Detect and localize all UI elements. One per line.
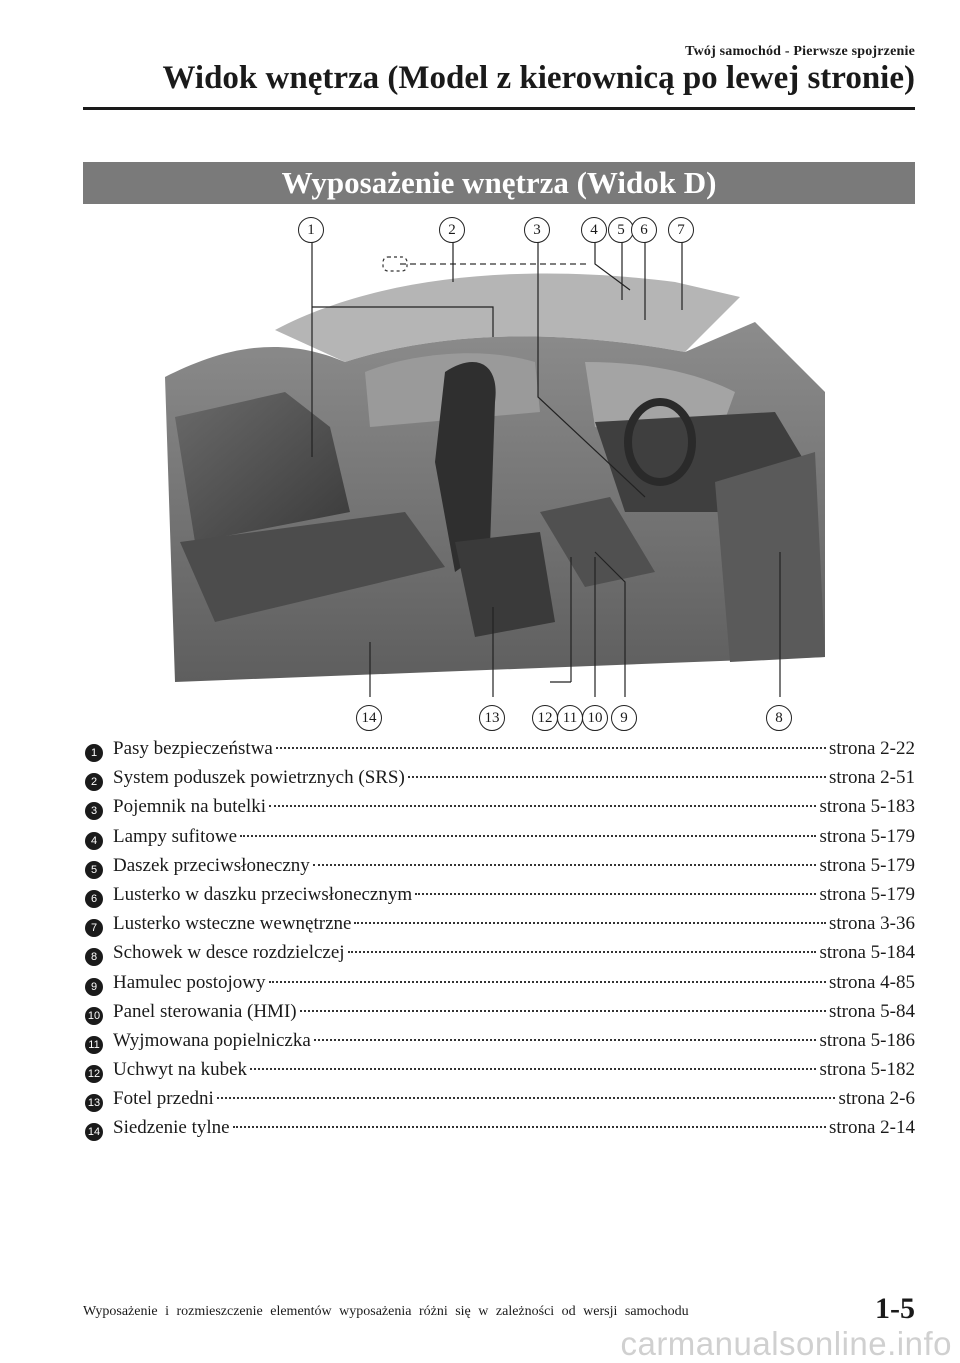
dot-leader — [354, 922, 826, 924]
callout-6: 6 — [631, 217, 657, 243]
item-page-ref: strona 5-183 — [819, 796, 915, 818]
item-number: 4 — [85, 832, 103, 850]
item-number: 7 — [85, 919, 103, 937]
callout-13: 13 — [479, 705, 505, 731]
dot-leader — [240, 835, 816, 837]
item-number: 2 — [85, 773, 103, 791]
dot-leader — [217, 1097, 836, 1099]
item-page-ref: strona 5-179 — [819, 854, 915, 876]
item-label: System poduszek powietrznych (SRS) — [113, 767, 405, 789]
item-page-ref: strona 2-14 — [828, 1117, 915, 1139]
item-label: Panel sterowania (HMI) — [113, 1000, 297, 1022]
callout-11: 11 — [557, 705, 583, 731]
callout-2: 2 — [439, 217, 465, 243]
item-label: Siedzenie tylne — [113, 1117, 230, 1139]
callout-5: 5 — [608, 217, 634, 243]
item-page-ref: strona 5-179 — [819, 883, 915, 905]
dot-leader — [314, 1039, 817, 1041]
interior-figure — [155, 212, 835, 732]
callout-12: 12 — [532, 705, 558, 731]
title-rule — [83, 107, 915, 110]
item-page-ref: strona 5-182 — [819, 1059, 915, 1081]
dot-leader — [408, 776, 826, 778]
callout-1: 1 — [298, 217, 324, 243]
callout-3: 3 — [524, 217, 550, 243]
list-item — [83, 1001, 915, 1030]
item-label: Pojemnik na butelki — [113, 796, 267, 818]
list-item — [83, 855, 915, 884]
item-number: 12 — [85, 1065, 103, 1083]
list-item — [83, 972, 915, 1001]
list-item — [83, 738, 915, 767]
item-page-ref: strona 5-179 — [819, 825, 915, 847]
item-number: 3 — [85, 802, 103, 820]
dot-leader — [313, 864, 817, 866]
item-number: 6 — [85, 890, 103, 908]
section-subtitle: Twój samochód - Pierwsze spojrzenie — [685, 44, 915, 59]
item-page-ref: strona 5-84 — [828, 1000, 915, 1022]
car-interior-illustration — [155, 212, 835, 732]
dot-leader — [250, 1068, 816, 1070]
item-number: 1 — [85, 744, 103, 762]
item-label: Uchwyt na kubek — [113, 1059, 248, 1081]
item-label: Lusterko w daszku przeciwsłonecznym — [113, 883, 413, 905]
item-number: 8 — [85, 948, 103, 966]
glovebox-area — [715, 452, 825, 662]
item-number: 14 — [85, 1123, 103, 1141]
dot-leader — [348, 951, 817, 953]
callout-7: 7 — [668, 217, 694, 243]
callout-9: 9 — [611, 705, 637, 731]
callout-8: 8 — [766, 705, 792, 731]
callout-10: 10 — [582, 705, 608, 731]
item-label: Daszek przeciwsłoneczny — [113, 854, 310, 876]
item-page-ref: strona 5-184 — [819, 942, 915, 964]
item-page-ref: strona 4-85 — [828, 971, 915, 993]
footer-note: Wyposażenie i rozmieszczenie elementów wyposażenia różni się w zależności od wersji samochodu — [83, 1304, 689, 1319]
list-item — [83, 1088, 915, 1117]
page-number: 1-5 — [875, 1292, 915, 1325]
dot-leader — [269, 981, 826, 983]
equipment-list — [83, 738, 915, 1147]
item-label: Lampy sufitowe — [113, 825, 238, 847]
list-item — [83, 1117, 915, 1146]
item-page-ref: strona 5-186 — [819, 1029, 915, 1051]
watermark: carmanualsonline.info — [620, 1325, 952, 1362]
item-number: 11 — [85, 1036, 103, 1054]
section-banner: Wyposażenie wnętrza (Widok D) — [83, 162, 915, 204]
dot-leader — [276, 747, 826, 749]
list-item — [83, 1030, 915, 1059]
list-item — [83, 884, 915, 913]
item-number: 13 — [85, 1094, 103, 1112]
dot-leader — [300, 1010, 826, 1012]
callout-4: 4 — [581, 217, 607, 243]
item-label: Lusterko wsteczne wewnętrzne — [113, 913, 352, 935]
item-label: Pasy bezpieczeństwa — [113, 738, 273, 759]
dot-leader — [233, 1126, 826, 1128]
item-page-ref: strona 3-36 — [828, 913, 915, 935]
list-item — [83, 913, 915, 942]
item-number: 5 — [85, 861, 103, 879]
list-item — [83, 826, 915, 855]
list-item — [83, 942, 915, 971]
item-page-ref: strona 2-51 — [828, 767, 915, 789]
item-number: 9 — [85, 978, 103, 996]
item-label: Schowek w desce rozdzielczej — [113, 942, 345, 964]
item-label: Hamulec postojowy — [113, 971, 266, 993]
item-page-ref: strona 2-22 — [828, 738, 915, 759]
callout-14: 14 — [356, 705, 382, 731]
list-item — [83, 796, 915, 825]
list-item — [83, 1059, 915, 1088]
dot-leader — [415, 893, 816, 895]
item-page-ref: strona 2-6 — [838, 1088, 915, 1110]
list-item — [83, 767, 915, 796]
page-title: Widok wnętrza (Model z kierownicą po lewej stronie) — [162, 60, 915, 96]
item-number: 10 — [85, 1007, 103, 1025]
item-label: Wyjmowana popielniczka — [113, 1029, 311, 1051]
dot-leader — [269, 805, 816, 807]
item-label: Fotel przedni — [113, 1088, 214, 1110]
